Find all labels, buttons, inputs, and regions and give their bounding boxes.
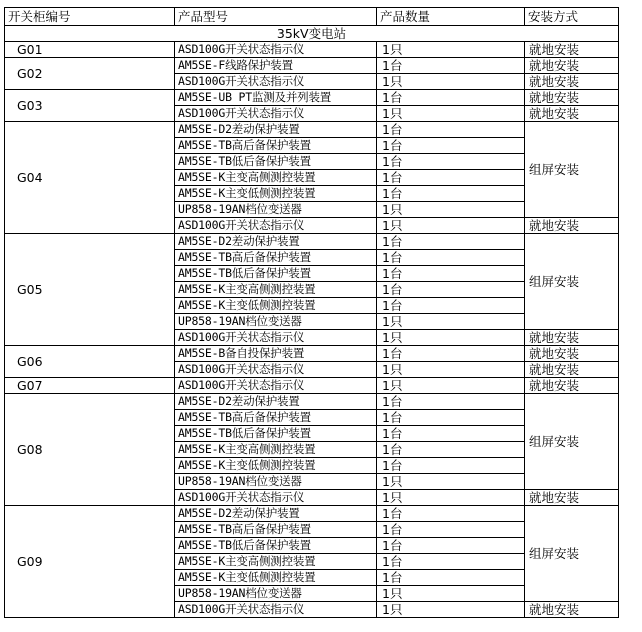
quantity-cell: 1台 (377, 122, 525, 138)
install-cell: 组屏安装 (525, 506, 619, 602)
install-cell: 组屏安装 (525, 394, 619, 490)
install-cell: 就地安装 (525, 490, 619, 506)
quantity-cell: 1台 (377, 138, 525, 154)
cabinet-cell: G07 (5, 378, 175, 394)
product-cell: ASD100G开关状态指示仪 (175, 42, 377, 58)
cabinet-cell: G03 (5, 90, 175, 122)
table-row (5, 346, 619, 362)
product-cell: AM5SE-D2差动保护装置 (175, 506, 377, 522)
install-cell: 就地安装 (525, 602, 619, 618)
product-cell: AM5SE-D2差动保护装置 (175, 122, 377, 138)
product-cell: AM5SE-D2差动保护装置 (175, 234, 377, 250)
product-cell: AM5SE-TB高后备保护装置 (175, 250, 377, 266)
product-cell: AM5SE-B备自投保护装置 (175, 346, 377, 362)
header-row (5, 8, 619, 26)
product-cell: AM5SE-TB高后备保护装置 (175, 522, 377, 538)
product-cell: ASD100G开关状态指示仪 (175, 218, 377, 234)
header-install: 安装方式 (525, 8, 619, 26)
product-cell: AM5SE-K主变低侧测控装置 (175, 458, 377, 474)
quantity-cell: 1台 (377, 90, 525, 106)
install-cell: 就地安装 (525, 106, 619, 122)
install-cell: 就地安装 (525, 218, 619, 234)
install-cell: 组屏安装 (525, 234, 619, 330)
quantity-cell: 1台 (377, 154, 525, 170)
install-cell: 就地安装 (525, 90, 619, 106)
quantity-cell: 1只 (377, 330, 525, 346)
product-cell: ASD100G开关状态指示仪 (175, 378, 377, 394)
cabinet-cell: G05 (5, 234, 175, 346)
product-cell: AM5SE-TB低后备保护装置 (175, 266, 377, 282)
header-product: 产品型号 (175, 8, 377, 26)
product-cell: ASD100G开关状态指示仪 (175, 330, 377, 346)
install-cell: 就地安装 (525, 42, 619, 58)
cabinet-cell: G02 (5, 58, 175, 90)
quantity-cell: 1台 (377, 506, 525, 522)
station-row (5, 26, 619, 42)
quantity-cell: 1台 (377, 234, 525, 250)
install-cell: 就地安装 (525, 378, 619, 394)
table-body (5, 26, 619, 618)
quantity-cell: 1台 (377, 170, 525, 186)
install-cell: 就地安装 (525, 330, 619, 346)
quantity-cell: 1台 (377, 250, 525, 266)
product-cell: AM5SE-TB高后备保护装置 (175, 410, 377, 426)
product-cell: AM5SE-K主变高侧测控装置 (175, 554, 377, 570)
quantity-cell: 1台 (377, 522, 525, 538)
quantity-cell: 1只 (377, 74, 525, 90)
quantity-cell: 1台 (377, 394, 525, 410)
table-row (5, 58, 619, 74)
product-cell: AM5SE-K主变高侧测控装置 (175, 442, 377, 458)
quantity-cell: 1只 (377, 202, 525, 218)
quantity-cell: 1只 (377, 586, 525, 602)
install-cell: 组屏安装 (525, 122, 619, 218)
product-cell: AM5SE-TB低后备保护装置 (175, 426, 377, 442)
header-cabinet: 开关柜编号 (5, 8, 175, 26)
quantity-cell: 1只 (377, 490, 525, 506)
quantity-cell: 1台 (377, 58, 525, 74)
product-cell: UP858-19AN档位变送器 (175, 314, 377, 330)
table-row (5, 506, 619, 522)
product-cell: AM5SE-TB低后备保护装置 (175, 154, 377, 170)
product-cell: AM5SE-TB高后备保护装置 (175, 138, 377, 154)
equipment-table (4, 7, 619, 618)
product-cell: ASD100G开关状态指示仪 (175, 106, 377, 122)
cabinet-cell: G08 (5, 394, 175, 506)
table-row (5, 378, 619, 394)
install-cell: 就地安装 (525, 362, 619, 378)
quantity-cell: 1只 (377, 314, 525, 330)
product-cell: AM5SE-K主变高侧测控装置 (175, 170, 377, 186)
station-title: 35kV变电站 (5, 26, 619, 42)
table-row (5, 234, 619, 250)
quantity-cell: 1台 (377, 458, 525, 474)
table-row (5, 42, 619, 58)
product-cell: AM5SE-D2差动保护装置 (175, 394, 377, 410)
quantity-cell: 1台 (377, 410, 525, 426)
quantity-cell: 1只 (377, 42, 525, 58)
quantity-cell: 1只 (377, 378, 525, 394)
table-row (5, 394, 619, 410)
quantity-cell: 1台 (377, 266, 525, 282)
quantity-cell: 1只 (377, 474, 525, 490)
quantity-cell: 1台 (377, 554, 525, 570)
product-cell: ASD100G开关状态指示仪 (175, 490, 377, 506)
product-cell: AM5SE-F线路保护装置 (175, 58, 377, 74)
quantity-cell: 1台 (377, 298, 525, 314)
quantity-cell: 1台 (377, 346, 525, 362)
cabinet-cell: G04 (5, 122, 175, 234)
quantity-cell: 1只 (377, 218, 525, 234)
product-cell: AM5SE-K主变低侧测控装置 (175, 298, 377, 314)
header-quantity: 产品数量 (377, 8, 525, 26)
product-cell: AM5SE-K主变低侧测控装置 (175, 570, 377, 586)
product-cell: UP858-19AN档位变送器 (175, 586, 377, 602)
install-cell: 就地安装 (525, 346, 619, 362)
quantity-cell: 1台 (377, 282, 525, 298)
cabinet-cell: G09 (5, 506, 175, 618)
quantity-cell: 1只 (377, 602, 525, 618)
product-cell: UP858-19AN档位变送器 (175, 202, 377, 218)
quantity-cell: 1台 (377, 538, 525, 554)
product-cell: ASD100G开关状态指示仪 (175, 602, 377, 618)
product-cell: AM5SE-K主变低侧测控装置 (175, 186, 377, 202)
install-cell: 就地安装 (525, 58, 619, 74)
quantity-cell: 1台 (377, 426, 525, 442)
product-cell: UP858-19AN档位变送器 (175, 474, 377, 490)
table-row (5, 90, 619, 106)
product-cell: AM5SE-K主变高侧测控装置 (175, 282, 377, 298)
quantity-cell: 1台 (377, 186, 525, 202)
cabinet-cell: G01 (5, 42, 175, 58)
product-cell: ASD100G开关状态指示仪 (175, 74, 377, 90)
quantity-cell: 1只 (377, 106, 525, 122)
product-cell: ASD100G开关状态指示仪 (175, 362, 377, 378)
install-cell: 就地安装 (525, 74, 619, 90)
quantity-cell: 1只 (377, 362, 525, 378)
quantity-cell: 1台 (377, 442, 525, 458)
cabinet-cell: G06 (5, 346, 175, 378)
table-row (5, 122, 619, 138)
product-cell: AM5SE-UB PT监测及并列装置 (175, 90, 377, 106)
quantity-cell: 1台 (377, 570, 525, 586)
product-cell: AM5SE-TB低后备保护装置 (175, 538, 377, 554)
